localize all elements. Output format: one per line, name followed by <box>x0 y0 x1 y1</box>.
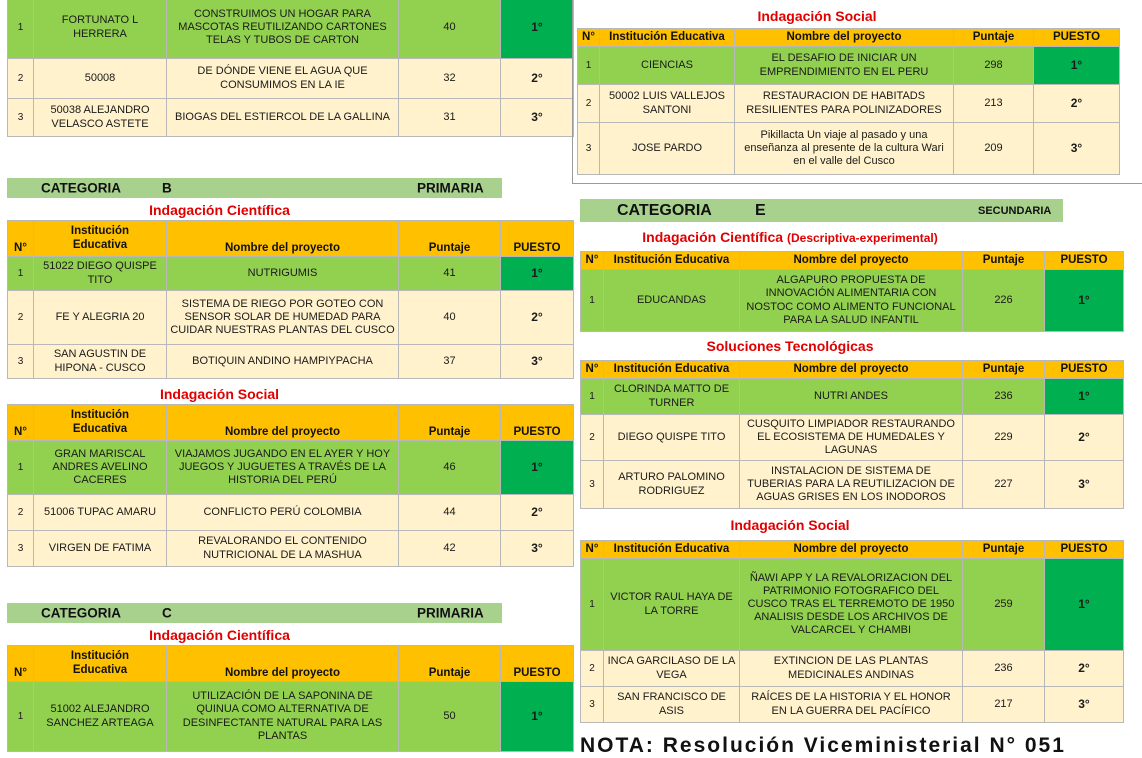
table-cat-e-social <box>580 540 1124 723</box>
row-number: 3 <box>8 99 34 137</box>
header-project: Nombre del proyecto <box>167 221 399 257</box>
institution-name: 50008 <box>34 59 167 99</box>
table-row <box>8 99 574 137</box>
header-institution: Institución Educativa <box>34 405 167 441</box>
score-value: 236 <box>963 651 1045 687</box>
category-b-bar <box>7 178 502 198</box>
header-institution: Institución Educativa <box>604 361 740 379</box>
header-row <box>8 405 574 441</box>
header-project: Nombre del proyecto <box>167 405 399 441</box>
place-value: 2° <box>1034 85 1120 123</box>
header-project: Nombre del proyecto <box>740 541 963 559</box>
row-number: 2 <box>8 291 34 345</box>
row-number: 1 <box>581 379 604 415</box>
table-row <box>8 682 574 752</box>
score-value: 32 <box>399 59 501 99</box>
project-name: EXTINCION DE LAS PLANTAS MEDICINALES ANDINAS <box>740 651 963 687</box>
top-right-frame-bottom <box>572 183 1142 184</box>
category-e-letter: E <box>755 201 766 219</box>
score-value: 37 <box>399 345 501 379</box>
place-value: 3° <box>501 345 574 379</box>
score-value: 227 <box>963 461 1045 509</box>
row-number: 2 <box>578 85 600 123</box>
header-row <box>581 361 1124 379</box>
cat-e-tecnologicas-title: Soluciones Tecnológicas <box>706 338 874 354</box>
project-name: INSTALACION DE SISTEMA DE TUBERIAS PARA LA REUTILIZACION DE AGUAS GRISES EN LOS INODOROS <box>740 461 963 509</box>
place-value: 1° <box>501 441 574 495</box>
top-right-frame-left <box>572 0 573 184</box>
category-c-level: PRIMARIA <box>417 605 484 621</box>
top-right-social-title: Indagación Social <box>757 8 877 24</box>
header-score: Puntaje <box>963 361 1045 379</box>
category-e-bar <box>580 199 1063 222</box>
institution-name: 51006 TUPAC AMARU <box>34 495 167 531</box>
category-b-label: CATEGORIA <box>41 180 121 196</box>
score-value: 209 <box>954 123 1034 175</box>
row-number: 3 <box>581 461 604 509</box>
table-cat-c-cientifica <box>7 645 574 752</box>
place-value: 3° <box>1045 687 1124 723</box>
header-number: N° <box>581 252 604 270</box>
header-number: N° <box>578 29 600 47</box>
cat-b-cientifica-title: Indagación Científica <box>149 202 290 218</box>
table-row <box>8 59 574 99</box>
row-number: 3 <box>578 123 600 175</box>
row-number: 1 <box>8 682 34 752</box>
category-c-label: CATEGORIA <box>41 605 121 621</box>
score-value: 298 <box>954 47 1034 85</box>
institution-name: INCA GARCILASO DE LA VEGA <box>604 651 740 687</box>
header-institution: Institución Educativa <box>604 252 740 270</box>
table-row <box>8 291 574 345</box>
header-project: Nombre del proyecto <box>740 361 963 379</box>
place-value: 3° <box>501 99 574 137</box>
score-value: 50 <box>399 682 501 752</box>
table-row <box>578 47 1120 85</box>
header-place: PUESTO <box>1045 541 1124 559</box>
header-institution: Institución Educativa <box>34 646 167 682</box>
table-top-left-results <box>7 0 574 137</box>
institution-name: CIENCIAS <box>600 47 735 85</box>
place-value: 1° <box>1045 379 1124 415</box>
header-number: N° <box>581 361 604 379</box>
institution-name: DIEGO QUISPE TITO <box>604 415 740 461</box>
institution-name: 50002 LUIS VALLEJOS SANTONI <box>600 85 735 123</box>
place-value: 1° <box>501 682 574 752</box>
row-number: 3 <box>8 531 34 567</box>
header-row <box>581 252 1124 270</box>
header-row <box>8 646 574 682</box>
institution-name: FE Y ALEGRIA 20 <box>34 291 167 345</box>
place-value: 2° <box>501 59 574 99</box>
institution-name: VICTOR RAUL HAYA DE LA TORRE <box>604 559 740 651</box>
header-place: PUESTO <box>501 221 574 257</box>
place-value: 3° <box>1034 123 1120 175</box>
place-value: 2° <box>501 495 574 531</box>
project-name: CUSQUITO LIMPIADOR RESTAURANDO EL ECOSISTEMA DE HUMEDALES Y LAGUNAS <box>740 415 963 461</box>
cat-b-social-title: Indagación Social <box>159 386 280 402</box>
table-cat-e-tecnologicas <box>580 360 1124 509</box>
row-number: 3 <box>8 345 34 379</box>
institution-name: ARTURO PALOMINO RODRIGUEZ <box>604 461 740 509</box>
project-name: CONSTRUIMOS UN HOGAR PARA MASCOTAS REUTILIZANDO CARTONES TELAS Y TUBOS DE CARTON <box>167 0 399 59</box>
score-value: 40 <box>399 0 501 59</box>
header-place: PUESTO <box>501 405 574 441</box>
table-row <box>581 651 1124 687</box>
row-number: 1 <box>581 270 604 332</box>
header-score: Puntaje <box>399 405 501 441</box>
project-name: VIAJAMOS JUGANDO EN EL AYER Y HOY JUEGOS Y JUGUETES A TRAVÉS DE LA HISTORIA DEL PERÚ <box>167 441 399 495</box>
place-value: 1° <box>1045 559 1124 651</box>
score-value: 44 <box>399 495 501 531</box>
cat-e-cientifica-title <box>580 229 1000 245</box>
institution-name: EDUCANDAS <box>604 270 740 332</box>
cat-c-cientifica-title: Indagación Científica <box>149 627 290 643</box>
header-number: N° <box>8 646 34 682</box>
header-score: Puntaje <box>954 29 1034 47</box>
header-score: Puntaje <box>963 541 1045 559</box>
header-number: N° <box>8 405 34 441</box>
row-number: 1 <box>8 0 34 59</box>
header-place: PUESTO <box>501 646 574 682</box>
table-row <box>581 415 1124 461</box>
table-cat-b-cientifica <box>7 220 574 379</box>
place-value: 1° <box>501 257 574 291</box>
table-cat-e-cientifica <box>580 251 1124 332</box>
header-place: PUESTO <box>1045 252 1124 270</box>
institution-name: 50038 ALEJANDRO VELASCO ASTETE <box>34 99 167 137</box>
nota-resolution-text: NOTA: Resolución Viceministerial N° 051 <box>580 734 1066 757</box>
score-value: 217 <box>963 687 1045 723</box>
score-value: 40 <box>399 291 501 345</box>
project-name: CONFLICTO PERÚ COLOMBIA <box>167 495 399 531</box>
header-score: Puntaje <box>963 252 1045 270</box>
institution-name: CLORINDA MATTO DE TURNER <box>604 379 740 415</box>
header-institution: Institución Educativa <box>600 29 735 47</box>
category-c-bar <box>7 603 502 623</box>
table-cat-b-social <box>7 404 574 567</box>
score-value: 41 <box>399 257 501 291</box>
row-number: 1 <box>581 559 604 651</box>
category-c-letter: C <box>162 605 172 621</box>
project-name: EL DESAFIO DE INICIAR UN EMPRENDIMIENTO EN EL PERU <box>735 47 954 85</box>
project-name: Pikillacta Un viaje al pasado y una enseñanza al presente de la cultura Wari en el valle del Cusco <box>735 123 954 175</box>
table-row <box>578 123 1120 175</box>
row-number: 2 <box>581 415 604 461</box>
project-name: NUTRIGUMIS <box>167 257 399 291</box>
place-value: 3° <box>1045 461 1124 509</box>
place-value: 2° <box>1045 651 1124 687</box>
institution-name: SAN AGUSTIN DE HIPONA - CUSCO <box>34 345 167 379</box>
header-institution: Institución Educativa <box>604 541 740 559</box>
table-top-right-social <box>577 28 1120 175</box>
project-name: ALGAPURO PROPUESTA DE INNOVACIÓN ALIMENTARIA CON NOSTOC COMO ALIMENTO FUNCIONAL PARA LA SALUD INFANTIL <box>740 270 963 332</box>
header-project: Nombre del proyecto <box>740 252 963 270</box>
category-e-level: SECUNDARIA <box>978 204 1052 217</box>
row-number: 3 <box>581 687 604 723</box>
category-e-label: CATEGORIA <box>617 201 712 219</box>
project-name: SISTEMA DE RIEGO POR GOTEO CON SENSOR SOLAR DE HUMEDAD PARA CUIDAR NUESTRAS PLANTAS DEL CUSCO <box>167 291 399 345</box>
institution-name: VIRGEN DE FATIMA <box>34 531 167 567</box>
institution-name: GRAN MARISCAL ANDRES AVELINO CACERES <box>34 441 167 495</box>
cat-e-social-title: Indagación Social <box>730 517 850 533</box>
header-place: PUESTO <box>1034 29 1120 47</box>
place-value: 1° <box>1045 270 1124 332</box>
score-value: 229 <box>963 415 1045 461</box>
institution-name: 51022 DIEGO QUISPE TITO <box>34 257 167 291</box>
place-value: 3° <box>501 531 574 567</box>
table-row <box>8 257 574 291</box>
score-value: 259 <box>963 559 1045 651</box>
project-name: BOTIQUIN ANDINO HAMPIYPACHA <box>167 345 399 379</box>
table-row <box>8 495 574 531</box>
table-row <box>578 85 1120 123</box>
row-number: 2 <box>8 59 34 99</box>
cat-e-cientifica-title-suffix: (Descriptiva-experimental) <box>786 231 938 245</box>
project-name: BIOGAS DEL ESTIERCOL DE LA GALLINA <box>167 99 399 137</box>
score-value: 31 <box>399 99 501 137</box>
project-name: RAÍCES DE LA HISTORIA Y EL HONOR EN LA GUERRA DEL PACÍFICO <box>740 687 963 723</box>
row-number: 1 <box>8 441 34 495</box>
table-row <box>8 531 574 567</box>
place-value: 2° <box>1045 415 1124 461</box>
header-row <box>578 29 1120 47</box>
header-institution: Institución Educativa <box>34 221 167 257</box>
row-number: 1 <box>8 257 34 291</box>
header-place: PUESTO <box>1045 361 1124 379</box>
table-row <box>581 461 1124 509</box>
project-name: NUTRI ANDES <box>740 379 963 415</box>
table-row <box>8 441 574 495</box>
header-row <box>581 541 1124 559</box>
header-number: N° <box>581 541 604 559</box>
institution-name: SAN FRANCISCO DE ASIS <box>604 687 740 723</box>
header-row <box>8 221 574 257</box>
table-row <box>581 379 1124 415</box>
project-name: RESTAURACION DE HABITADS RESILIENTES PARA POLINIZADORES <box>735 85 954 123</box>
score-value: 42 <box>399 531 501 567</box>
table-row <box>581 270 1124 332</box>
row-number: 2 <box>581 651 604 687</box>
row-number: 1 <box>578 47 600 85</box>
place-value: 2° <box>501 291 574 345</box>
project-name: REVALORANDO EL CONTENIDO NUTRICIONAL DE LA MASHUA <box>167 531 399 567</box>
category-b-level: PRIMARIA <box>417 180 484 196</box>
project-name: DE DÓNDE VIENE EL AGUA QUE CONSUMIMOS EN LA IE <box>167 59 399 99</box>
place-value: 1° <box>501 0 574 59</box>
header-score: Puntaje <box>399 221 501 257</box>
institution-name: JOSE PARDO <box>600 123 735 175</box>
header-project: Nombre del proyecto <box>735 29 954 47</box>
table-row <box>8 345 574 379</box>
category-b-letter: B <box>162 180 172 196</box>
header-score: Puntaje <box>399 646 501 682</box>
score-value: 226 <box>963 270 1045 332</box>
table-row <box>8 0 574 59</box>
cat-e-cientifica-title-main: Indagación Científica <box>642 229 784 245</box>
score-value: 236 <box>963 379 1045 415</box>
place-value: 1° <box>1034 47 1120 85</box>
project-name: UTILIZACIÓN DE LA SAPONINA DE QUINUA COMO ALTERNATIVA DE DESINFECTANTE NATURAL PARA LAS PLANTAS <box>167 682 399 752</box>
header-project: Nombre del proyecto <box>167 646 399 682</box>
table-row <box>581 559 1124 651</box>
row-number: 2 <box>8 495 34 531</box>
table-row <box>581 687 1124 723</box>
score-value: 213 <box>954 85 1034 123</box>
institution-name: FORTUNATO L HERRERA <box>34 0 167 59</box>
institution-name: 51002 ALEJANDRO SANCHEZ ARTEAGA <box>34 682 167 752</box>
score-value: 46 <box>399 441 501 495</box>
header-number: N° <box>8 221 34 257</box>
project-name: ÑAWI APP Y LA REVALORIZACION DEL PATRIMONIO FOTOGRAFICO DEL CUSCO TRAS EL TERREMOTO DE 1950 ANALISIS DESDE LOS ARCHIVOS DE VALCARCEL Y CHAMBI <box>740 559 963 651</box>
